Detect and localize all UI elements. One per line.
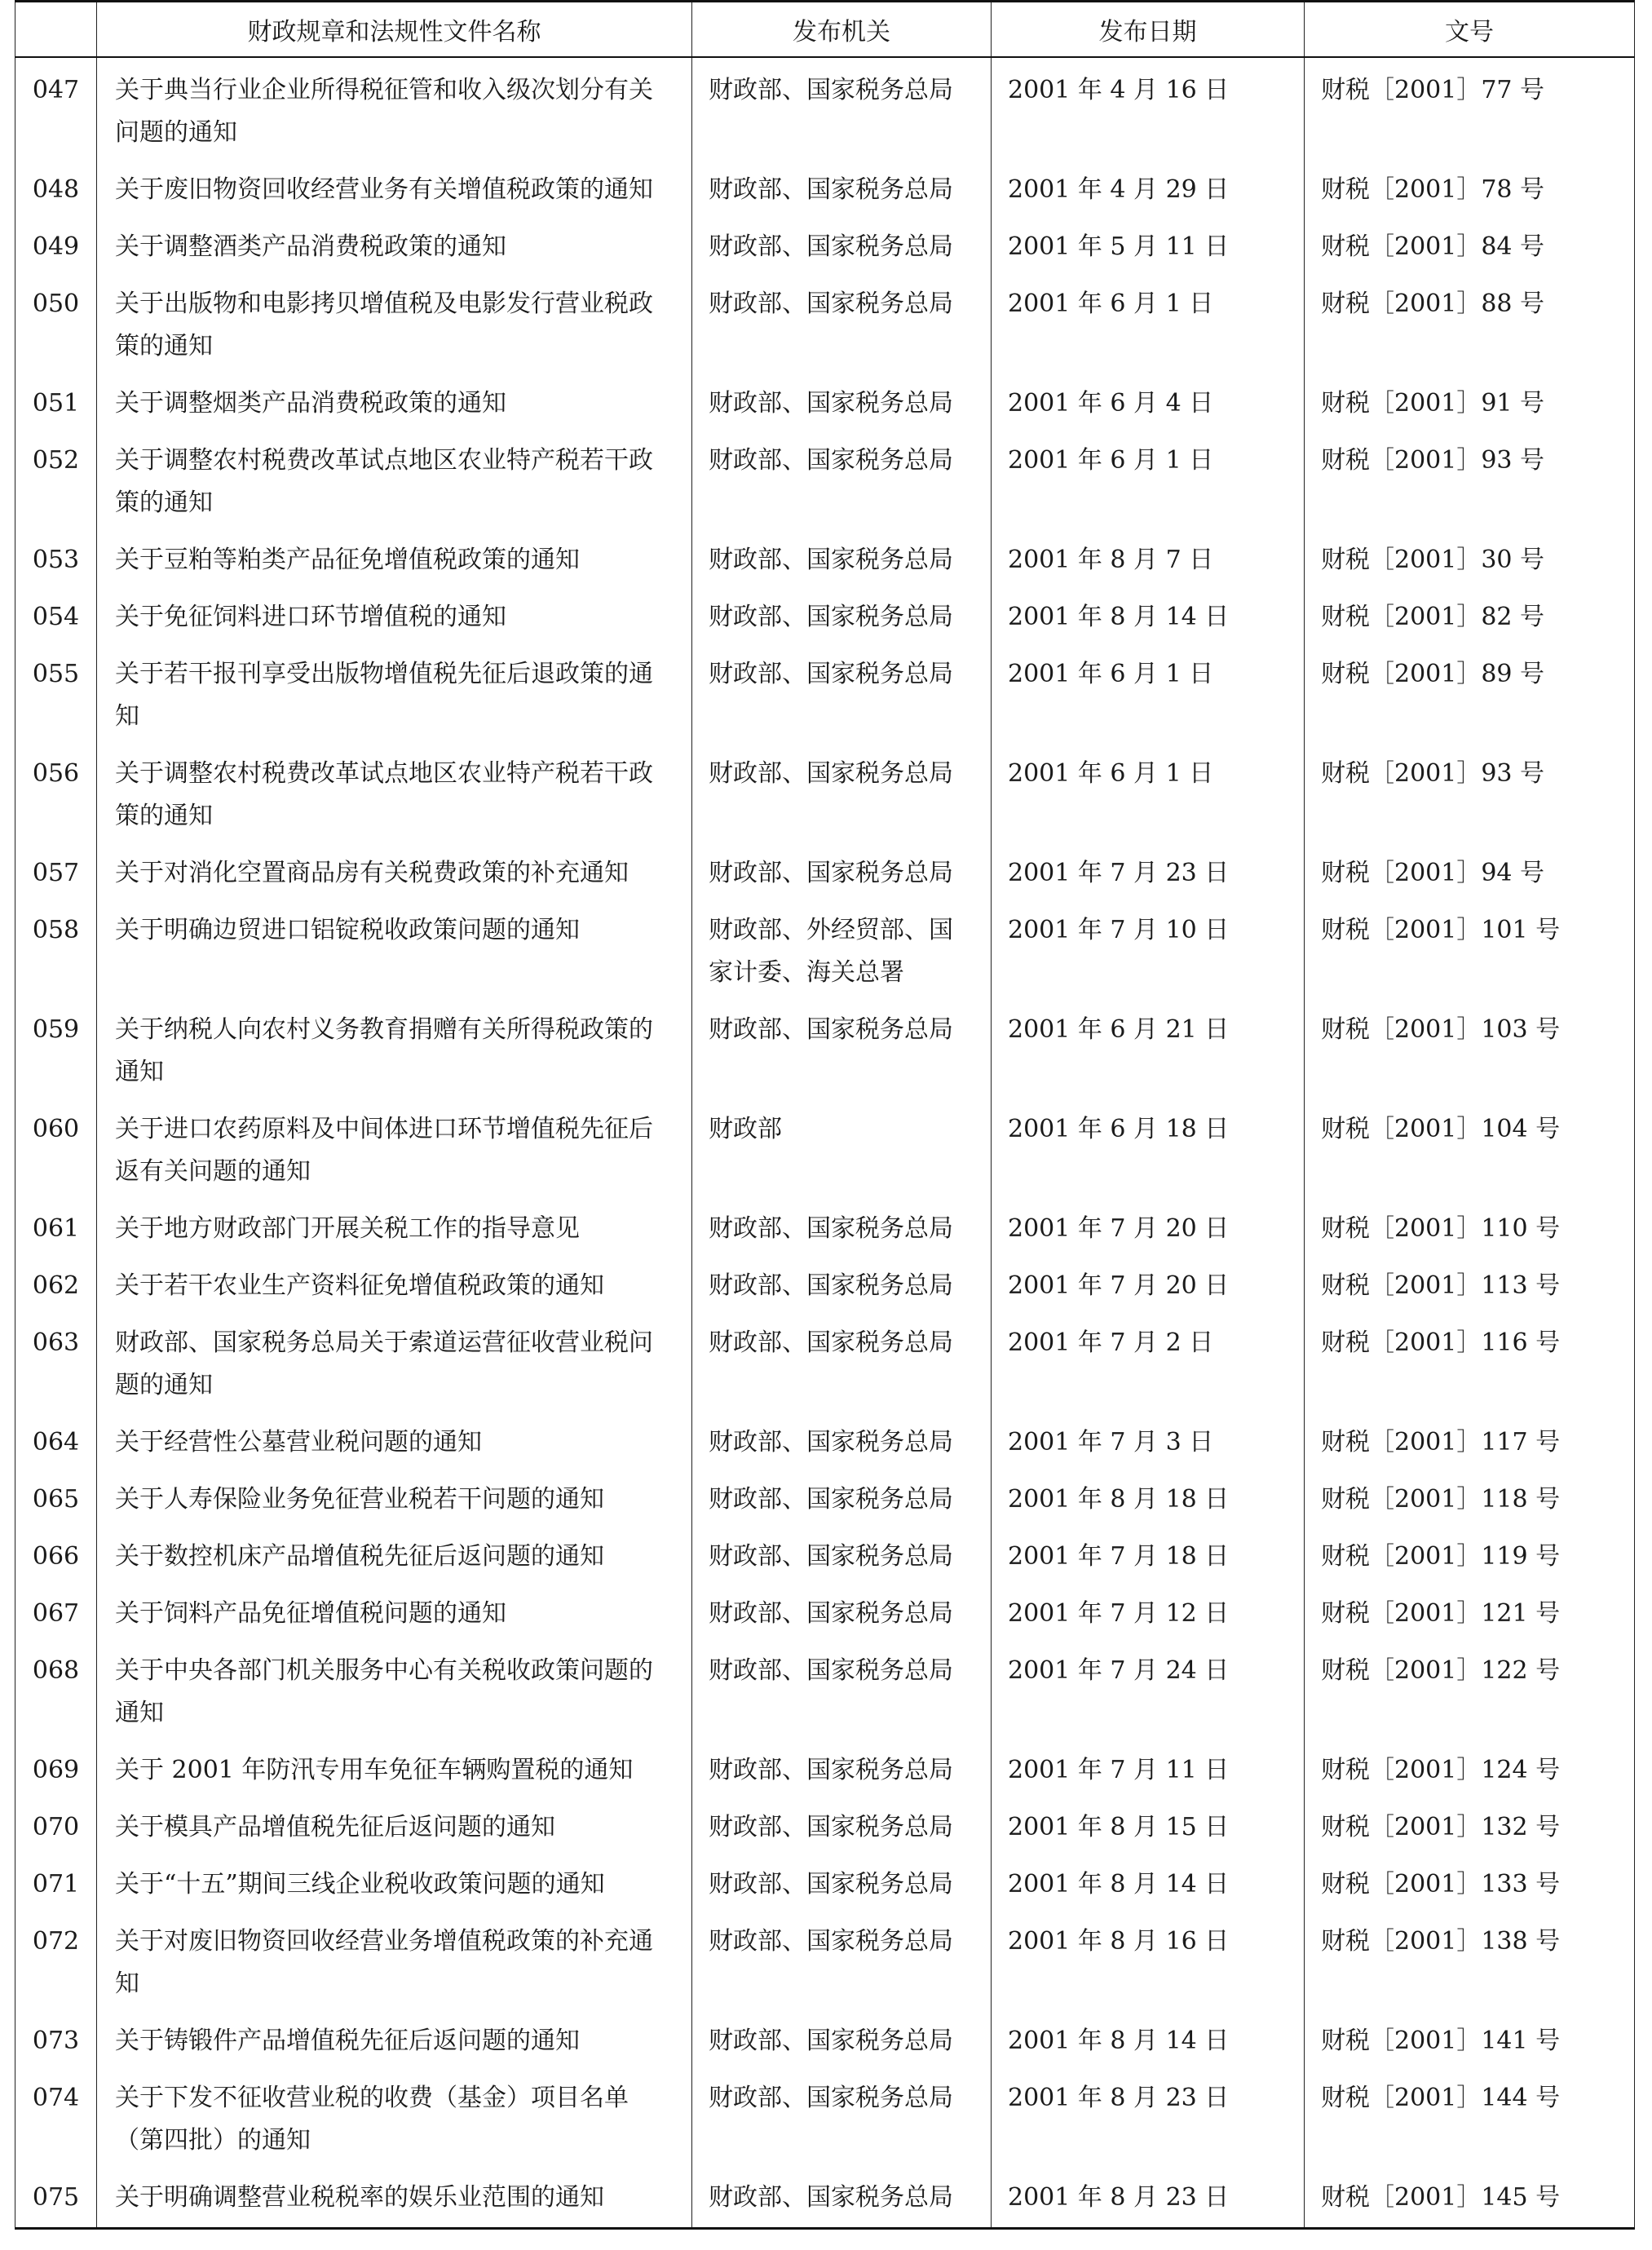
row-number: 066 [15,1526,97,1583]
row-number: 065 [15,1469,97,1526]
issuing-authority: 财政部、国家税务总局 [692,273,992,373]
issuing-authority: 财政部、国家税务总局 [692,529,992,586]
document-number: 财税［2001］110 号 [1305,1198,1635,1255]
table-row [15,430,1635,529]
table-row [15,373,1635,430]
table-row [15,57,1635,159]
issue-date: 2001 年 8 月 23 日 [992,2067,1305,2167]
table-row [15,1469,1635,1526]
issue-date: 2001 年 6 月 1 日 [992,273,1305,373]
document-name: 关于调整农村税费改革试点地区农业特产税若干政策的通知 [97,743,692,842]
issuing-authority: 财政部、外经贸部、国家计委、海关总署 [692,900,992,999]
row-number: 048 [15,159,97,216]
table-row [15,999,1635,1098]
table-row [15,743,1635,842]
issue-date: 2001 年 8 月 14 日 [992,586,1305,643]
document-number: 财税［2001］116 号 [1305,1312,1635,1412]
document-name: 关于明确调整营业税税率的娱乐业范围的通知 [97,2167,692,2229]
header-issuing-authority: 发布机关 [692,2,992,58]
table-row [15,1312,1635,1412]
issuing-authority: 财政部、国家税务总局 [692,1640,992,1739]
document-number: 财税［2001］91 号 [1305,373,1635,430]
document-number: 财税［2001］89 号 [1305,643,1635,743]
issuing-authority: 财政部、国家税务总局 [692,1469,992,1526]
document-number: 财税［2001］132 号 [1305,1797,1635,1854]
issuing-authority: 财政部、国家税务总局 [692,2067,992,2167]
issuing-authority: 财政部、国家税务总局 [692,1911,992,2010]
document-name: 关于中央各部门机关服务中心有关税收政策问题的通知 [97,1640,692,1739]
issue-date: 2001 年 7 月 10 日 [992,900,1305,999]
issue-date: 2001 年 8 月 15 日 [992,1797,1305,1854]
row-number: 070 [15,1797,97,1854]
table-row [15,2067,1635,2167]
issue-date: 2001 年 8 月 14 日 [992,2010,1305,2067]
document-number: 财税［2001］121 号 [1305,1583,1635,1640]
row-number: 073 [15,2010,97,2067]
row-number: 051 [15,373,97,430]
table-row [15,529,1635,586]
table-row [15,1098,1635,1198]
issuing-authority: 财政部、国家税务总局 [692,159,992,216]
table-row [15,842,1635,900]
document-name: 关于典当行业企业所得税征管和收入级次划分有关问题的通知 [97,57,692,159]
document-name: 关于铸锻件产品增值税先征后返问题的通知 [97,2010,692,2067]
document-number: 财税［2001］117 号 [1305,1412,1635,1469]
document-name: 关于“十五”期间三线企业税收政策问题的通知 [97,1854,692,1911]
header-no [15,2,97,58]
table-header [15,2,1635,58]
table-row [15,1412,1635,1469]
document-number: 财税［2001］113 号 [1305,1255,1635,1312]
row-number: 075 [15,2167,97,2229]
document-name: 关于豆粕等粕类产品征免增值税政策的通知 [97,529,692,586]
document-name: 关于纳税人向农村义务教育捐赠有关所得税政策的通知 [97,999,692,1098]
row-number: 060 [15,1098,97,1198]
row-number: 068 [15,1640,97,1739]
document-number: 财税［2001］93 号 [1305,430,1635,529]
row-number: 052 [15,430,97,529]
issuing-authority: 财政部、国家税务总局 [692,999,992,1098]
document-name: 关于调整酒类产品消费税政策的通知 [97,216,692,273]
header-document-name: 财政规章和法规性文件名称 [97,2,692,58]
row-number: 053 [15,529,97,586]
table-row [15,2010,1635,2067]
table-row [15,273,1635,373]
issue-date: 2001 年 6 月 1 日 [992,643,1305,743]
table-row [15,586,1635,643]
issue-date: 2001 年 7 月 2 日 [992,1312,1305,1412]
issuing-authority: 财政部、国家税务总局 [692,586,992,643]
row-number: 069 [15,1739,97,1797]
row-number: 067 [15,1583,97,1640]
document-name: 关于下发不征收营业税的收费（基金）项目名单（第四批）的通知 [97,2067,692,2167]
issuing-authority: 财政部、国家税务总局 [692,373,992,430]
header-issue-date: 发布日期 [992,2,1305,58]
document-name: 关于模具产品增值税先征后返问题的通知 [97,1797,692,1854]
document-number: 财税［2001］101 号 [1305,900,1635,999]
row-number: 064 [15,1412,97,1469]
row-number: 059 [15,999,97,1098]
document-name: 关于废旧物资回收经营业务有关增值税政策的通知 [97,159,692,216]
document-name: 关于饲料产品免征增值税问题的通知 [97,1583,692,1640]
row-number: 074 [15,2067,97,2167]
document-number: 财税［2001］138 号 [1305,1911,1635,2010]
document-name: 关于地方财政部门开展关税工作的指导意见 [97,1198,692,1255]
issue-date: 2001 年 4 月 16 日 [992,57,1305,159]
row-number: 056 [15,743,97,842]
document-name: 关于进口农药原料及中间体进口环节增值税先征后返有关问题的通知 [97,1098,692,1198]
issuing-authority: 财政部、国家税务总局 [692,1198,992,1255]
issue-date: 2001 年 7 月 18 日 [992,1526,1305,1583]
issue-date: 2001 年 5 月 11 日 [992,216,1305,273]
row-number: 054 [15,586,97,643]
issuing-authority: 财政部、国家税务总局 [692,430,992,529]
issue-date: 2001 年 7 月 3 日 [992,1412,1305,1469]
issue-date: 2001 年 6 月 4 日 [992,373,1305,430]
row-number: 063 [15,1312,97,1412]
issue-date: 2001 年 7 月 24 日 [992,1640,1305,1739]
document-number: 财税［2001］144 号 [1305,2067,1635,2167]
table-row [15,900,1635,999]
table-row [15,1255,1635,1312]
document-number: 财税［2001］124 号 [1305,1739,1635,1797]
issue-date: 2001 年 6 月 1 日 [992,743,1305,842]
issue-date: 2001 年 7 月 20 日 [992,1198,1305,1255]
document-name: 关于人寿保险业务免征营业税若干问题的通知 [97,1469,692,1526]
row-number: 050 [15,273,97,373]
document-number: 财税［2001］141 号 [1305,2010,1635,2067]
row-number: 071 [15,1854,97,1911]
row-number: 055 [15,643,97,743]
issuing-authority: 财政部、国家税务总局 [692,1255,992,1312]
table-row [15,1583,1635,1640]
document-number: 财税［2001］103 号 [1305,999,1635,1098]
document-number: 财税［2001］88 号 [1305,273,1635,373]
document-number: 财税［2001］145 号 [1305,2167,1635,2229]
issue-date: 2001 年 8 月 16 日 [992,1911,1305,2010]
row-number: 062 [15,1255,97,1312]
table-row [15,1198,1635,1255]
regulations-table [15,0,1635,2230]
table-row [15,1854,1635,1911]
header-document-number: 文号 [1305,2,1635,58]
issuing-authority: 财政部 [692,1098,992,1198]
issue-date: 2001 年 7 月 20 日 [992,1255,1305,1312]
document-name: 财政部、国家税务总局关于索道运营征收营业税问题的通知 [97,1312,692,1412]
row-number: 047 [15,57,97,159]
row-number: 061 [15,1198,97,1255]
issue-date: 2001 年 6 月 1 日 [992,430,1305,529]
issuing-authority: 财政部、国家税务总局 [692,2167,992,2229]
table-row [15,1640,1635,1739]
table-row [15,643,1635,743]
issuing-authority: 财政部、国家税务总局 [692,743,992,842]
issue-date: 2001 年 7 月 11 日 [992,1739,1305,1797]
issuing-authority: 财政部、国家税务总局 [692,1854,992,1911]
document-name: 关于出版物和电影拷贝增值税及电影发行营业税政策的通知 [97,273,692,373]
document-name: 关于若干农业生产资料征免增值税政策的通知 [97,1255,692,1312]
document-number: 财税［2001］82 号 [1305,586,1635,643]
document-number: 财税［2001］30 号 [1305,529,1635,586]
document-number: 财税［2001］93 号 [1305,743,1635,842]
table-row [15,1739,1635,1797]
document-number: 财税［2001］133 号 [1305,1854,1635,1911]
document-name: 关于 2001 年防汛专用车免征车辆购置税的通知 [97,1739,692,1797]
issuing-authority: 财政部、国家税务总局 [692,57,992,159]
document-name: 关于调整农村税费改革试点地区农业特产税若干政策的通知 [97,430,692,529]
issuing-authority: 财政部、国家税务总局 [692,1797,992,1854]
document-name: 关于若干报刊享受出版物增值税先征后退政策的通知 [97,643,692,743]
issue-date: 2001 年 6 月 21 日 [992,999,1305,1098]
issuing-authority: 财政部、国家税务总局 [692,1312,992,1412]
document-number: 财税［2001］122 号 [1305,1640,1635,1739]
document-name: 关于对消化空置商品房有关税费政策的补充通知 [97,842,692,900]
document-number: 财税［2001］78 号 [1305,159,1635,216]
table-row [15,1526,1635,1583]
table-row [15,1797,1635,1854]
table-row [15,159,1635,216]
document-name: 关于调整烟类产品消费税政策的通知 [97,373,692,430]
document-number: 财税［2001］94 号 [1305,842,1635,900]
issuing-authority: 财政部、国家税务总局 [692,1739,992,1797]
document-name: 关于经营性公墓营业税问题的通知 [97,1412,692,1469]
document-name: 关于免征饲料进口环节增值税的通知 [97,586,692,643]
document-number: 财税［2001］118 号 [1305,1469,1635,1526]
issuing-authority: 财政部、国家税务总局 [692,2010,992,2067]
issue-date: 2001 年 8 月 23 日 [992,2167,1305,2229]
header-row [15,2,1635,58]
issue-date: 2001 年 8 月 18 日 [992,1469,1305,1526]
table-row [15,2167,1635,2229]
document-number: 财税［2001］104 号 [1305,1098,1635,1198]
row-number: 049 [15,216,97,273]
issue-date: 2001 年 4 月 29 日 [992,159,1305,216]
document-name: 关于明确边贸进口铝锭税收政策问题的通知 [97,900,692,999]
issuing-authority: 财政部、国家税务总局 [692,1412,992,1469]
document-number: 财税［2001］84 号 [1305,216,1635,273]
table-body [15,57,1635,2229]
row-number: 072 [15,1911,97,2010]
document-name: 关于数控机床产品增值税先征后返问题的通知 [97,1526,692,1583]
document-name: 关于对废旧物资回收经营业务增值税政策的补充通知 [97,1911,692,2010]
row-number: 057 [15,842,97,900]
table-row [15,216,1635,273]
issuing-authority: 财政部、国家税务总局 [692,1526,992,1583]
row-number: 058 [15,900,97,999]
issue-date: 2001 年 7 月 23 日 [992,842,1305,900]
issuing-authority: 财政部、国家税务总局 [692,842,992,900]
issuing-authority: 财政部、国家税务总局 [692,643,992,743]
table-row [15,1911,1635,2010]
issue-date: 2001 年 8 月 7 日 [992,529,1305,586]
issue-date: 2001 年 6 月 18 日 [992,1098,1305,1198]
issuing-authority: 财政部、国家税务总局 [692,216,992,273]
issue-date: 2001 年 8 月 14 日 [992,1854,1305,1911]
document-number: 财税［2001］119 号 [1305,1526,1635,1583]
issue-date: 2001 年 7 月 12 日 [992,1583,1305,1640]
document-number: 财税［2001］77 号 [1305,57,1635,159]
issuing-authority: 财政部、国家税务总局 [692,1583,992,1640]
